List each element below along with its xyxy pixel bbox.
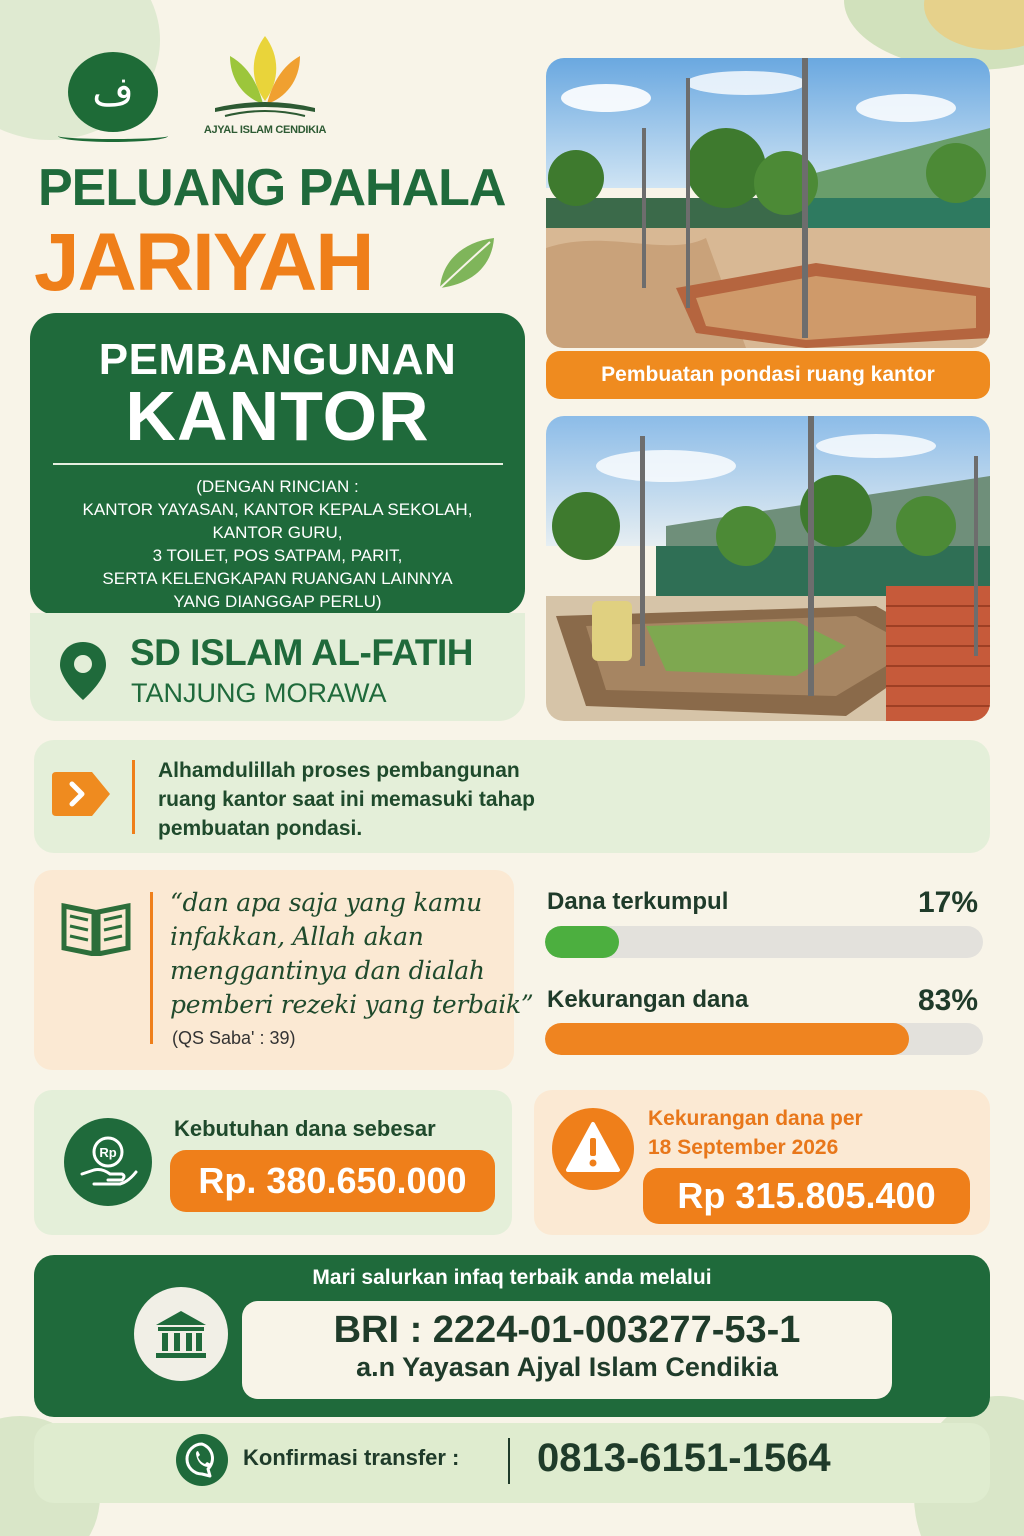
map-pin-icon bbox=[56, 640, 110, 702]
project-heading2: KANTOR bbox=[125, 377, 430, 455]
shortage-percent: 83% bbox=[917, 984, 978, 1017]
money-icon-label: Rp bbox=[99, 1145, 117, 1160]
shortage-progress-label: Kekurangan dana bbox=[547, 986, 749, 1013]
construction-photo-1 bbox=[546, 58, 990, 348]
book-icon bbox=[58, 130, 168, 142]
leaf-icon bbox=[432, 232, 502, 292]
confirm-divider bbox=[508, 1438, 510, 1484]
foundation-logo-glyph: ف bbox=[68, 52, 158, 132]
school-name: SD ISLAM AL-FATIH bbox=[130, 632, 473, 673]
quote-divider bbox=[150, 892, 153, 1044]
divider bbox=[53, 463, 503, 465]
warning-icon bbox=[552, 1108, 634, 1190]
confirm-phone[interactable]: 0813-6151-1564 bbox=[537, 1436, 831, 1480]
construction-photo-2-image bbox=[546, 416, 990, 721]
bank-intro: Mari salurkan infaq terbaik anda melalui bbox=[312, 1266, 712, 1289]
school-city: TANJUNG MORAWA bbox=[131, 678, 387, 708]
collected-progress-fill bbox=[545, 926, 619, 958]
shortage-progress-fill bbox=[545, 1023, 909, 1055]
construction-photo-1-image bbox=[546, 58, 990, 348]
foundation-logo bbox=[68, 52, 158, 142]
title-line1: PELUANG PAHALA bbox=[38, 159, 506, 217]
need-label: Kebutuhan dana sebesar bbox=[174, 1116, 436, 1141]
shortage-amount: Rp 315.805.400 bbox=[643, 1168, 970, 1224]
construction-photo-2 bbox=[546, 416, 990, 721]
bank-account-box bbox=[242, 1301, 892, 1399]
project-heading1: PEMBANGUNAN bbox=[98, 335, 457, 384]
org-name: AJYAL ISLAM CENDIKIA bbox=[203, 124, 327, 136]
confirm-label: Konfirmasi transfer : bbox=[243, 1445, 460, 1470]
whatsapp-icon bbox=[174, 1432, 230, 1488]
photo-caption: Pembuatan pondasi ruang kantor bbox=[546, 351, 990, 399]
need-amount: Rp. 380.650.000 bbox=[170, 1150, 495, 1212]
collected-progress-track bbox=[545, 926, 983, 958]
project-details: (DENGAN RINCIAN : KANTOR YAYASAN, KANTOR KEPALA SEKOLAH, KANTOR GURU, 3 TOILET, POS SATPAM, PARIT, SERTA KELENGKAPAN RUANGAN LAINNYA YANG DIANGGAP PERLU) bbox=[82, 477, 473, 611]
play-arrow-icon bbox=[48, 770, 112, 818]
project-card bbox=[30, 313, 525, 615]
hand-money-icon bbox=[64, 1118, 152, 1206]
shortage-label: Kekurangan dana per 18 September 2026 bbox=[648, 1107, 863, 1159]
ajyal-logo bbox=[200, 26, 330, 146]
open-book-icon bbox=[60, 898, 132, 956]
lotus-leaf-icon bbox=[200, 26, 330, 126]
shortage-progress-track bbox=[545, 1023, 983, 1055]
status-divider bbox=[132, 760, 135, 834]
bank-account-holder: a.n Yayasan Ajyal Islam Cendikia bbox=[356, 1352, 778, 1382]
bank-account-number[interactable]: BRI : 2224-01-003277-53-1 bbox=[333, 1309, 801, 1351]
bank-icon bbox=[134, 1287, 228, 1381]
quote-source: (QS Saba' : 39) bbox=[172, 1028, 296, 1048]
title-line2: JARIYAH bbox=[34, 217, 373, 308]
collected-label: Dana terkumpul bbox=[547, 888, 729, 915]
quote-text: “dan apa saja yang kamu infakkan, Allah akan menggantinya dan dialah pemberi rezeki yang terbaik” bbox=[170, 888, 534, 1019]
status-text: Alhamdulillah proses pembangunan ruang kantor saat ini memasuki tahap pembuatan pondasi. bbox=[158, 759, 535, 840]
collected-percent: 17% bbox=[917, 886, 978, 919]
